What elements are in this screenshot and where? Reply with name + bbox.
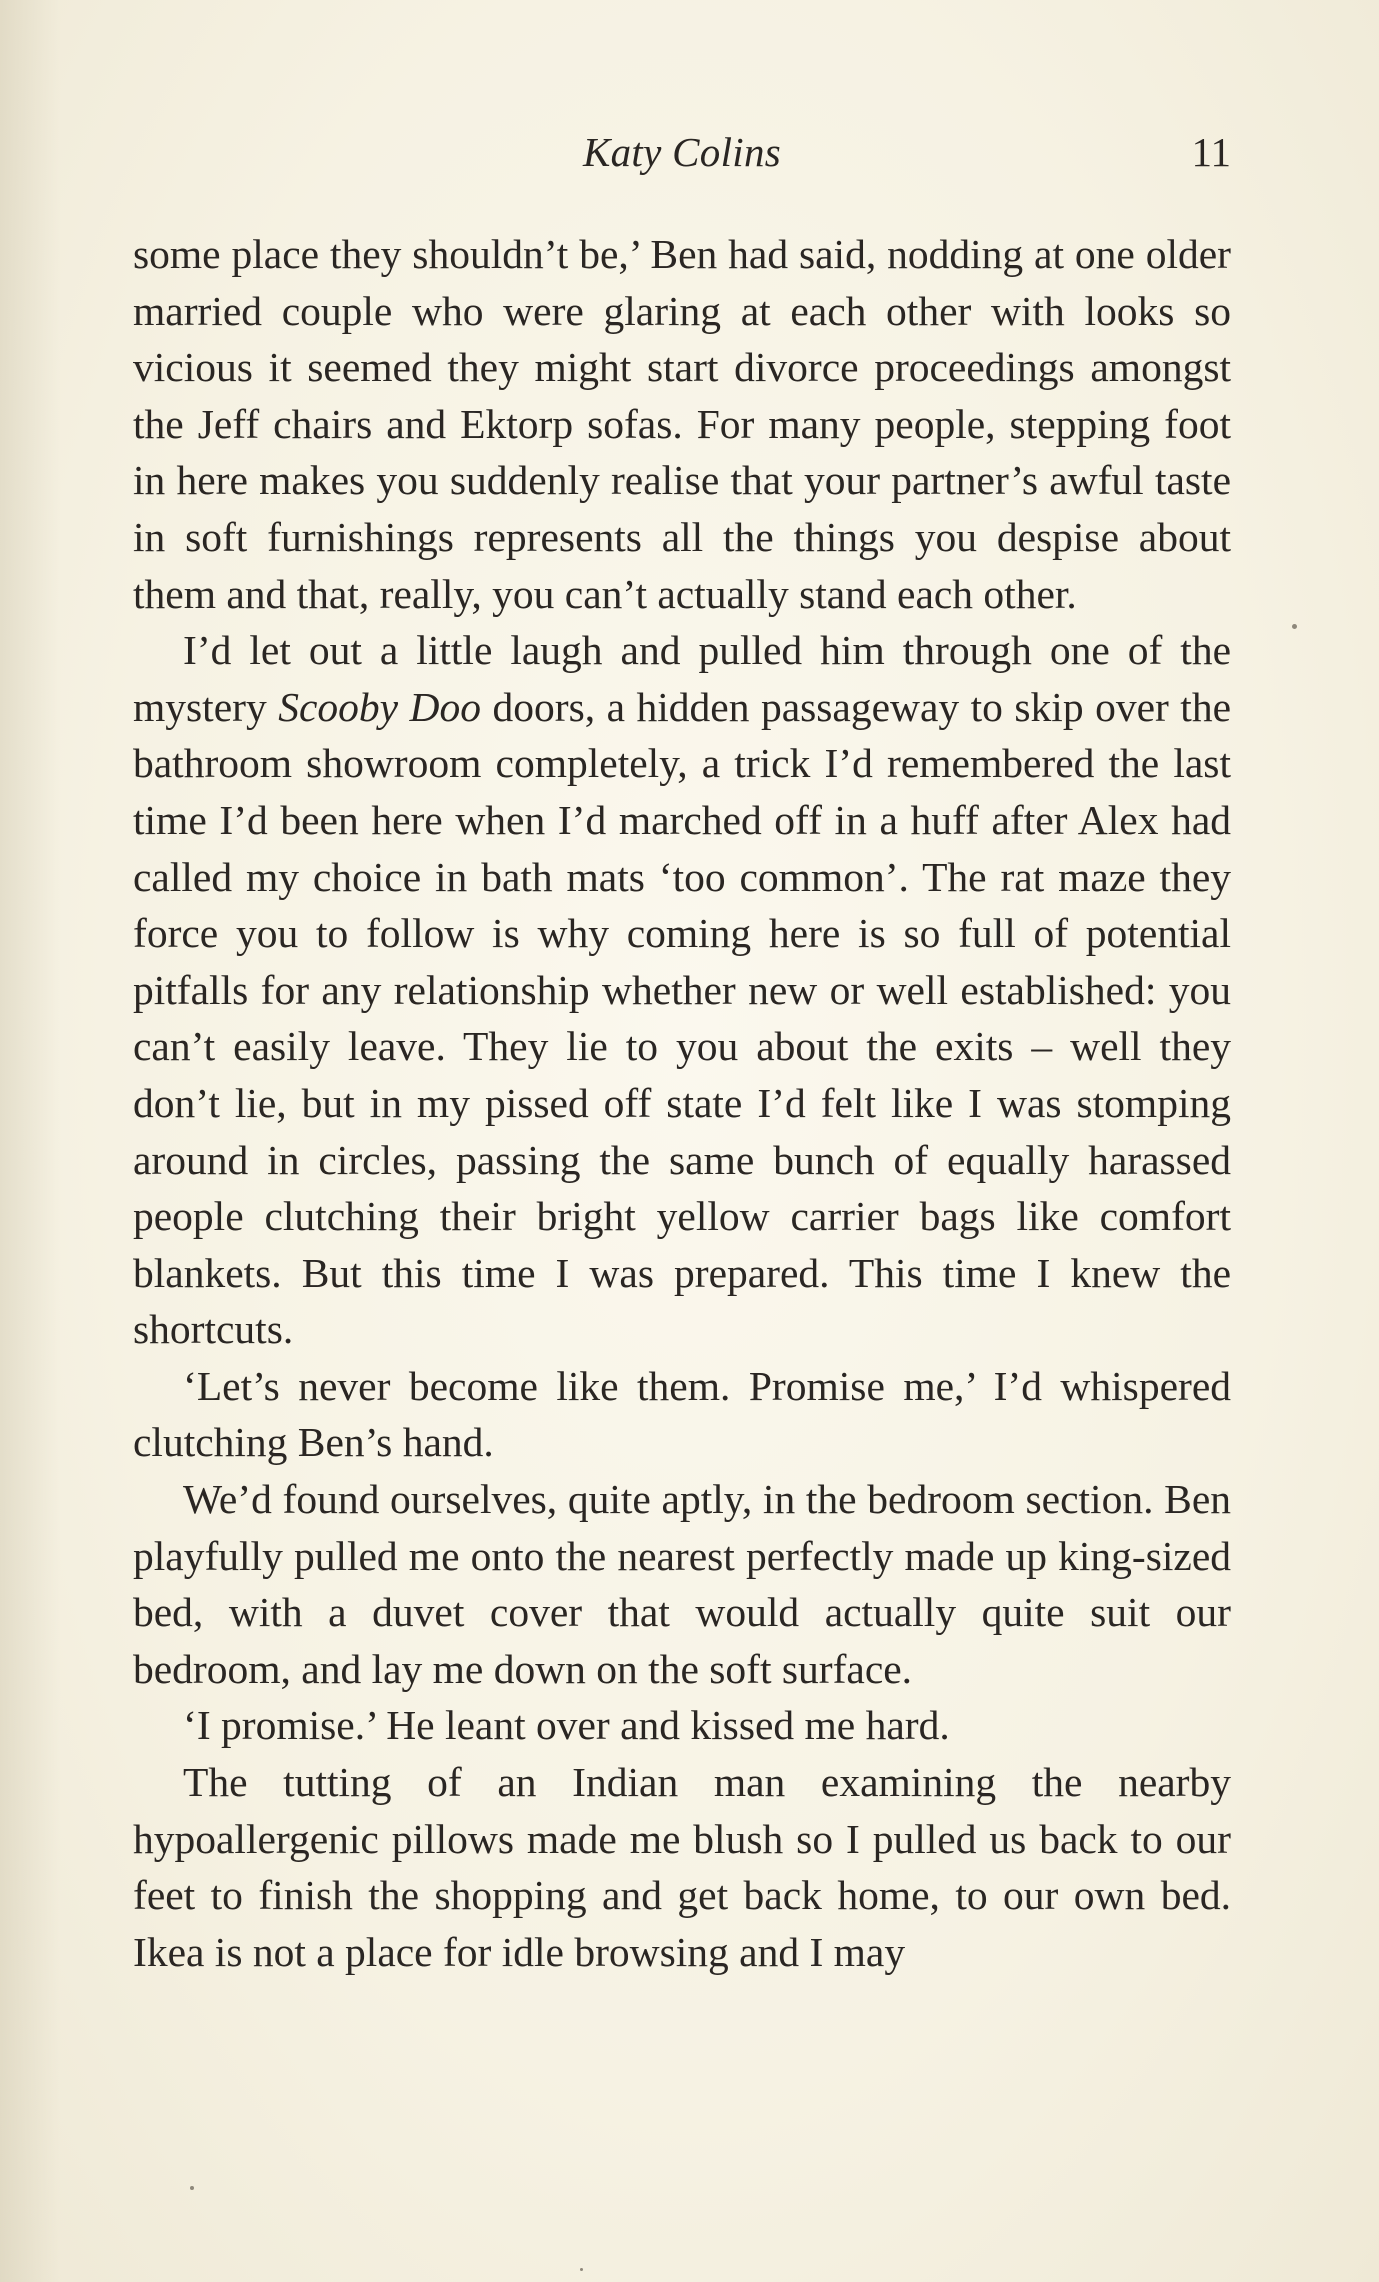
gutter-shadow — [0, 0, 60, 2282]
paragraph-5: ‘I promise.’ He leant over and kissed me hard. — [183, 1702, 950, 1749]
body-text — [133, 226, 1231, 1980]
paragraph-4: We’d found ourselves, quite aptly, in the bedroom section. Ben playfully pulled me onto the nearest perfectly made up king-sized bed, with a duvet cover that would actually quite suit our bedroom, and lay me down on the soft surface. — [133, 1476, 1231, 1692]
paragraph-2-lead: I’d let out a little laugh and pulled him through one of the mystery — [133, 627, 1231, 730]
paragraph-6: The tutting of an Indian man examining the nearby hypoallergenic pillows made me blush so I pulled us back to our feet to finish the shopping and get back home, to our own bed. Ikea is not a place for idle browsing and I may — [133, 1759, 1231, 1975]
paragraph-2 — [133, 622, 1231, 1358]
paper-speck — [580, 2268, 583, 2271]
running-head-author: Katy Colins — [582, 129, 782, 175]
paragraph-1: some place they shouldn’t be,’ Ben had said, nodding at one older married couple who were glaring at each other with looks so vicious it seemed they might start divorce proceedings amongst the Jeff chairs and Ektorp sofas. For many people, stepping foot in here makes you suddenly realise that your partner’s awful taste in soft furnishings represents all the things you despise about them and that, really, you can’t actually stand each other. — [133, 231, 1231, 617]
page-header — [133, 122, 1231, 182]
paragraph-2-italic-title: Scooby Doo — [278, 683, 482, 730]
paragraph-3: ‘Let’s never become like them. Promise me,’ I’d whispered clutching Ben’s hand. — [133, 1362, 1231, 1466]
page-number: 11 — [1191, 129, 1231, 175]
paper-speck — [190, 2186, 194, 2190]
paper-speck — [1292, 624, 1297, 629]
paragraph-2-rest: doors, a hidden passageway to skip over the bathroom showroom completely, a trick I’d remembered the last time I’d been here when I’d marched off in a huff after Alex had called my choice in bath mats ‘too common’. The rat maze they force you to follow is why coming here is so full of potential pitfalls for any relationship whether new or well established: you can’t easily leave. They lie to you about the exits – well they don’t lie, but in my pissed off state I’d felt like I was stomping around in circles, passing the same bunch of equally harassed people clutching their bright yellow carrier bags like comfort blankets. But this time I was prepared. This time I knew the shortcuts. — [133, 683, 1232, 1353]
